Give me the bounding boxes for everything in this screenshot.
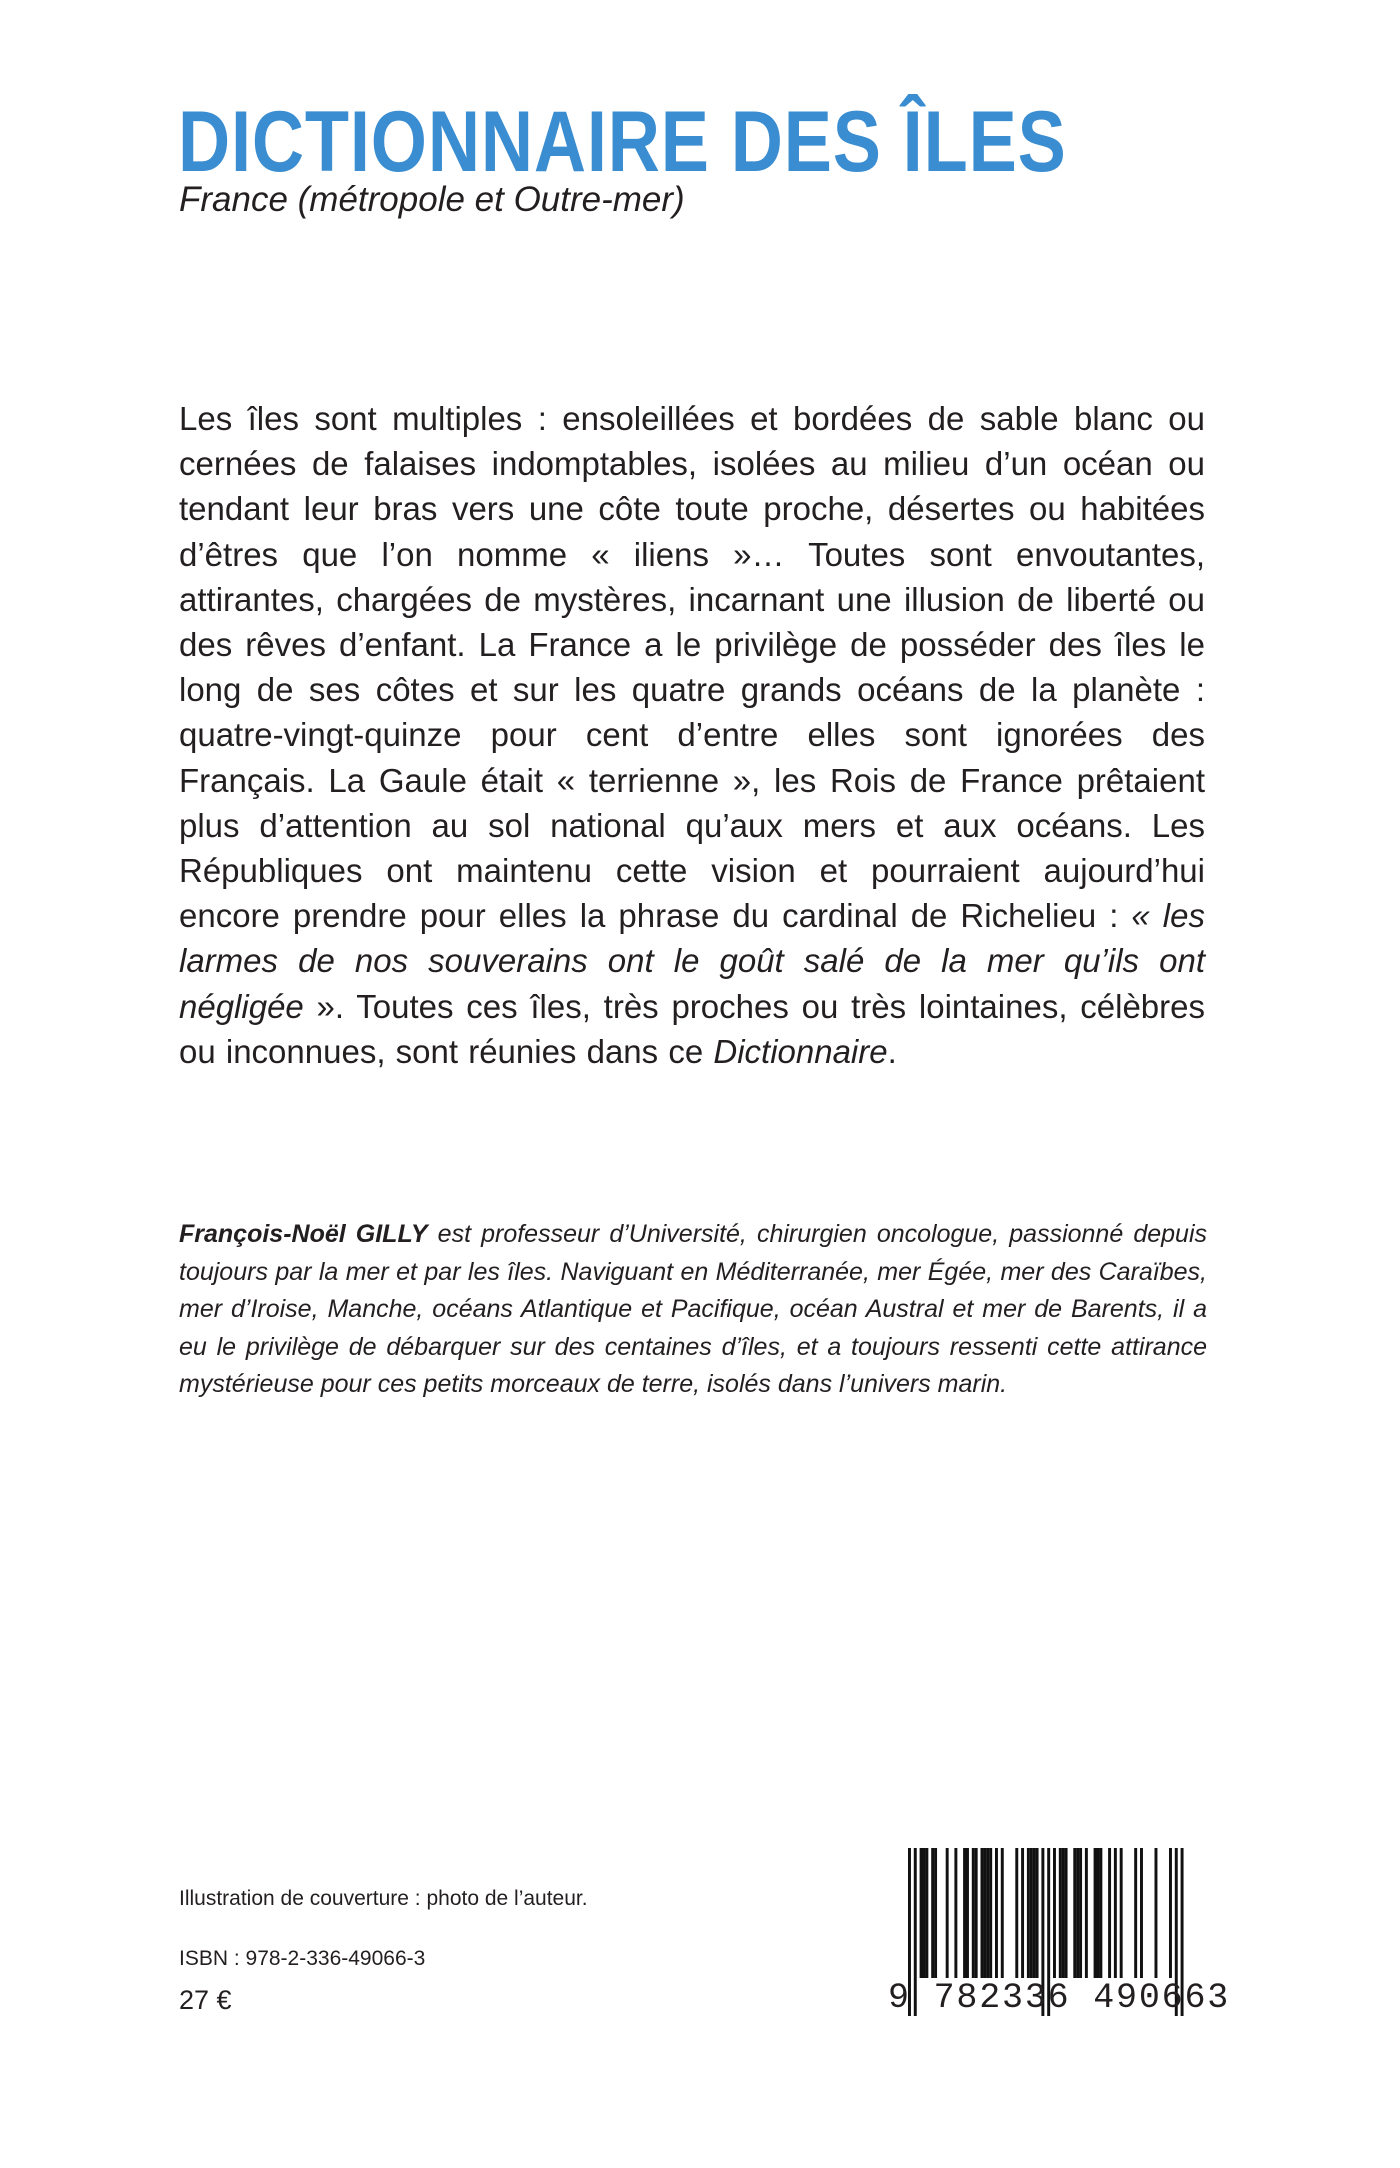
barcode-bar (1036, 1848, 1039, 1978)
barcode-bar (1094, 1848, 1097, 1978)
blurb-end: . (887, 1032, 897, 1070)
barcode-bar (1097, 1848, 1100, 1978)
barcode-bar (925, 1848, 928, 1978)
book-subtitle: France (métropole et Outre-mer) (179, 180, 685, 219)
author-name: François-Noël GILLY (179, 1220, 428, 1248)
barcode-bar (1030, 1848, 1033, 1978)
barcode-bar (1085, 1848, 1088, 1978)
book-title: DICTIONNAIRE DES ÎLES (178, 94, 1067, 190)
barcode-bar (931, 1848, 934, 1978)
barcode-bar (1015, 1848, 1018, 1978)
barcode-bar (1073, 1848, 1076, 1978)
price: 27 € (179, 1985, 232, 2015)
barcode-bar (1062, 1848, 1065, 1978)
barcode-bar (963, 1848, 966, 1978)
barcode-bar (1120, 1848, 1123, 1978)
barcode-bar (934, 1848, 937, 1978)
blurb-paragraph (179, 396, 1205, 1074)
blurb-quote: « les larmes de nos souverains ont le goût salé de la mer qu’ils ont négligée (179, 897, 1205, 1025)
barcode-bar (989, 1848, 992, 1978)
barcode-digits: 9 782336 490663 (888, 1978, 1231, 2018)
barcode-bar (1079, 1848, 1082, 1978)
barcode-bar (966, 1848, 969, 1978)
barcode-bar (975, 1848, 978, 1978)
barcode-bar (1114, 1848, 1117, 1978)
barcode-bar (1108, 1848, 1111, 1978)
barcode-bar (1065, 1848, 1068, 1978)
barcode-bar (1076, 1848, 1079, 1978)
blurb-text-1: Les îles sont multiples : ensoleillées et bordées de sable blanc ou cernées de falaises indomptables, isolées au milieu d’un océan ou tendant leur bras vers une côte toute proche, désertes ou habitées d’êtres que l’on nomme « iliens »… Toutes sont envoutantes, attirantes, chargées de mystères, incarnant une illusion de liberté ou des rêves d’enfant. La France a le privilège de posséder des îles le long de ses côtes et sur les quatre grands océans de la planète : quatre-vingt-quinze pour cent d’entre elles sont ignorées des Français. La Gaule était « terrienne », les Rois de France prêtaient plus d’attention au sol national qu’aux mers et aux océans. Les Républiques ont maintenu cette vision et pourraient aujourd’hui encore prendre pour elles la phrase du cardinal de Richelieu : (179, 400, 1205, 935)
barcode-bar (1134, 1848, 1137, 1978)
barcode-bar (923, 1848, 926, 1978)
barcode-bar (1059, 1848, 1062, 1978)
barcode-bar (946, 1848, 949, 1978)
barcode-bar (986, 1848, 989, 1978)
barcode-bar (1033, 1848, 1036, 1978)
barcode-bar (1169, 1848, 1172, 1978)
barcode-bar (983, 1848, 986, 1978)
blurb-book-word: Dictionnaire (713, 1032, 888, 1070)
blurb-text-2: ». Toutes ces îles, très proches ou très lointaines, célèbres ou inconnues, sont réunies dans ce (179, 987, 1205, 1070)
barcode-bar (1021, 1848, 1024, 1978)
barcode-bar (1099, 1848, 1102, 1978)
cover-credit: Illustration de couverture : photo de l’auteur. (179, 1887, 588, 1910)
isbn: ISBN : 978-2-336-49066-3 (179, 1947, 426, 1970)
author-bio-text: est professeur d’Université, chirurgien oncologue, passionné depuis toujours par la mer et par les îles. Naviguant en Méditerranée, mer Égée, mer des Caraïbes, mer d’Iroise, Manche, océans Atlantique et Pacifique, océan Austral et mer de Barents, il a eu le privilège de débarquer sur des centaines d’îles, et a toujours ressenti cette attirance mystérieuse pour ces petits morceaux de terre, isolés dans l’univers marin. (179, 1220, 1208, 1398)
barcode-bar (920, 1848, 923, 1978)
barcode-bar (995, 1848, 998, 1978)
barcode-bar (1001, 1848, 1004, 1978)
barcode-bar (1140, 1848, 1143, 1978)
barcode-bar (1027, 1848, 1030, 1978)
author-bio (179, 1216, 1207, 1404)
barcode-bar (954, 1848, 957, 1978)
barcode-bar (972, 1848, 975, 1978)
barcode-bar (1053, 1848, 1056, 1978)
barcode-bar (1155, 1848, 1158, 1978)
barcode-bar (981, 1848, 984, 1978)
